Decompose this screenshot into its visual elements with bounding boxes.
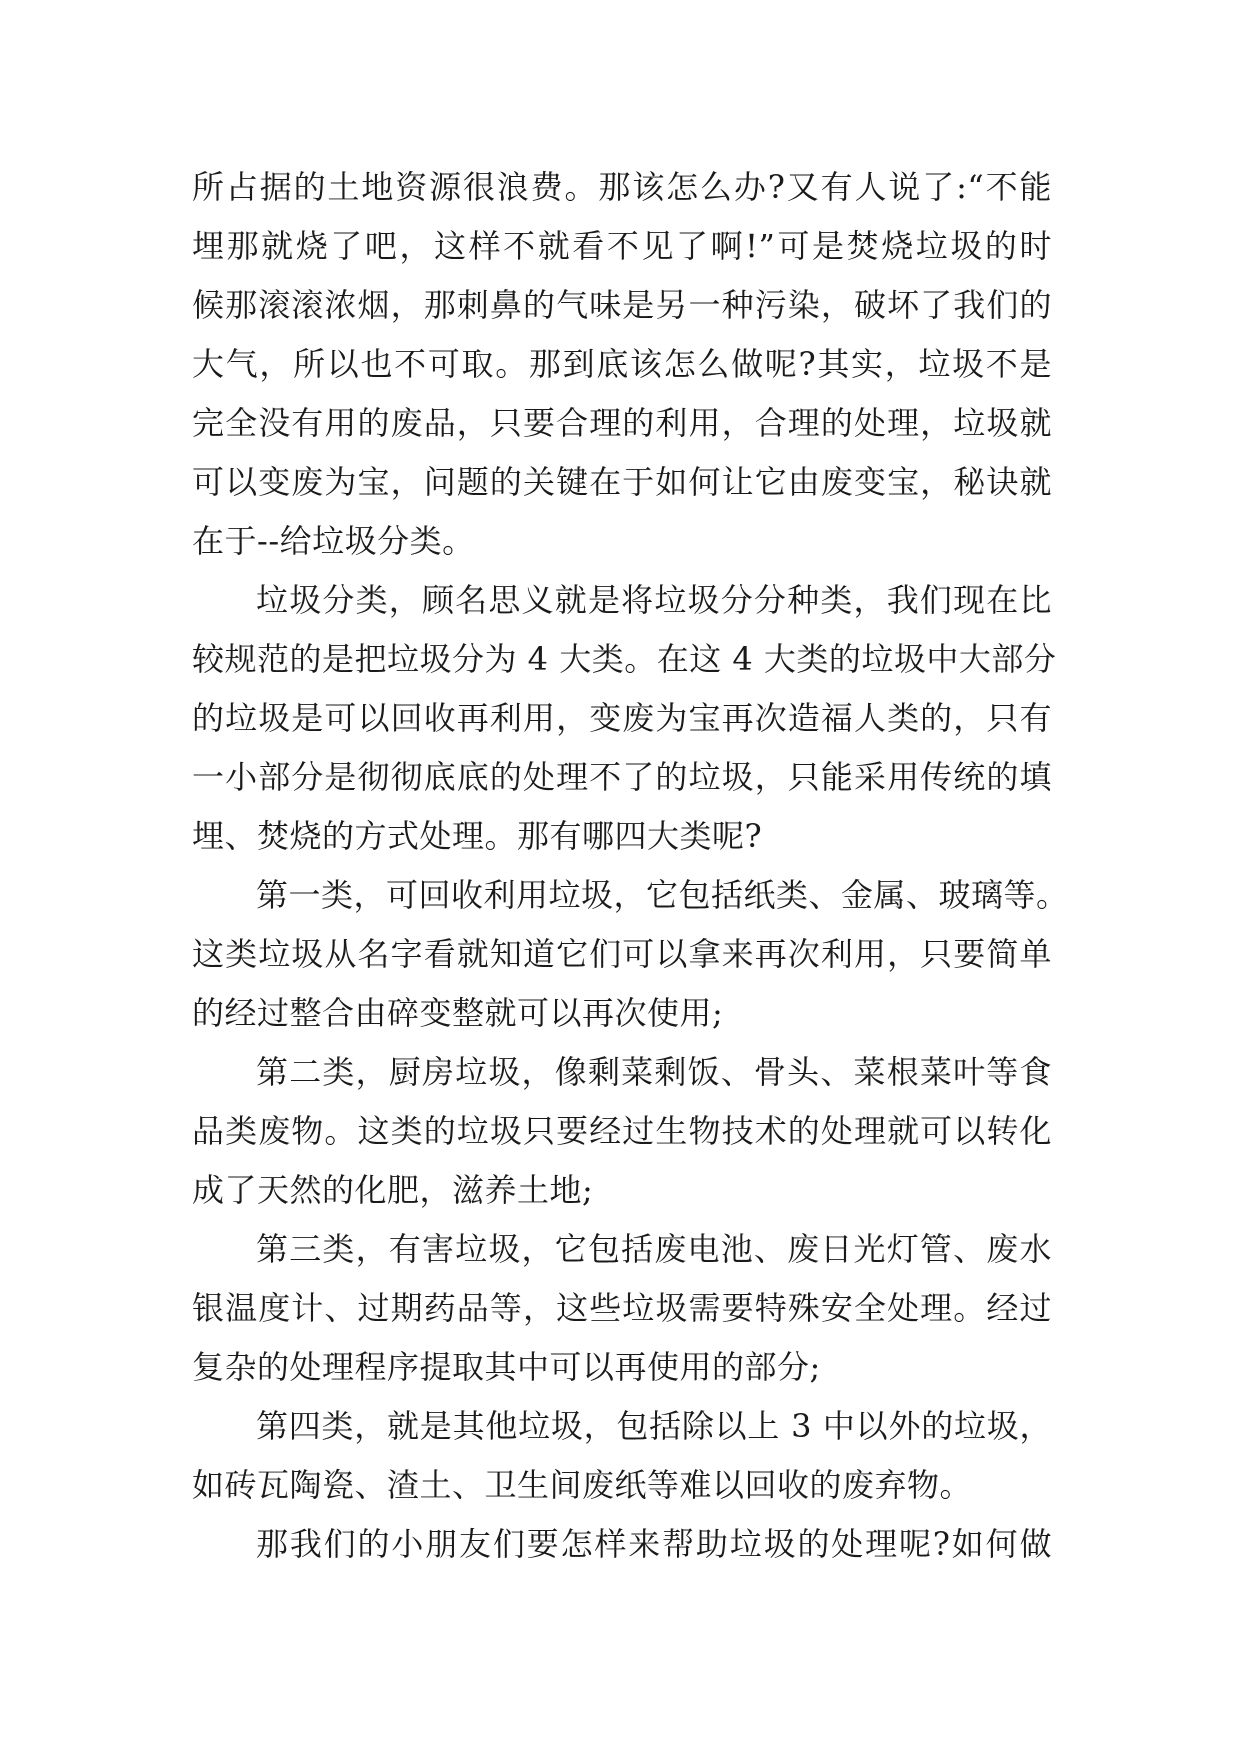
text-line: 这类垃圾从名字看就知道它们可以拿来再次利用，只要简单 (192, 935, 1052, 973)
text-line: 较规范的是把垃圾分为 4 大类。在这 4 大类的垃圾中大部分 (192, 640, 1057, 678)
text-line: 第一类，可回收利用垃圾，它包括纸类、金属、玻璃等。 (256, 876, 1069, 914)
text-line: 那我们的小朋友们要怎样来帮助垃圾的处理呢?如何做 (256, 1525, 1052, 1563)
text-line: 如砖瓦陶瓷、渣土、卫生间废纸等难以回收的废弃物。 (192, 1466, 973, 1504)
text-line: 埋那就烧了吧，这样不就看不见了啊!”可是焚烧垃圾的时 (192, 227, 1052, 265)
text-line: 一小部分是彻彻底底的处理不了的垃圾，只能采用传统的填 (192, 758, 1052, 796)
text-line: 第四类，就是其他垃圾，包括除以上 3 中以外的垃圾， (256, 1407, 1052, 1445)
text-line: 垃圾分类，顾名思义就是将垃圾分分种类，我们现在比 (256, 581, 1052, 619)
text-line: 在于--给垃圾分类。 (192, 522, 475, 560)
text-line: 的垃圾是可以回收再利用，变废为宝再次造福人类的，只有 (192, 699, 1052, 737)
text-line: 埋、焚烧的方式处理。那有哪四大类呢? (192, 817, 763, 855)
text-line: 可以变废为宝，问题的关键在于如何让它由废变宝，秘诀就 (192, 463, 1052, 501)
text-line: 第二类，厨房垃圾，像剩菜剩饭、骨头、菜根菜叶等食 (256, 1053, 1052, 1091)
text-line: 完全没有用的废品，只要合理的利用，合理的处理，垃圾就 (192, 404, 1052, 442)
text-line: 候那滚滚浓烟，那刺鼻的气味是另一种污染，破坏了我们的 (192, 286, 1052, 324)
document-body (192, 158, 1069, 1574)
text-line: 大气，所以也不可取。那到底该怎么做呢?其实，垃圾不是 (192, 345, 1052, 383)
text-line: 所占据的土地资源很浪费。那该怎么办?又有人说了:“不能 (192, 168, 1052, 206)
text-line: 复杂的处理程序提取其中可以再使用的部分; (192, 1348, 821, 1386)
text-line: 成了天然的化肥，滋养土地; (192, 1171, 594, 1209)
text-line: 第三类，有害垃圾，它包括废电池、废日光灯管、废水 (256, 1230, 1052, 1268)
text-line: 的经过整合由碎变整就可以再次使用; (192, 994, 724, 1032)
text-line: 品类废物。这类的垃圾只要经过生物技术的处理就可以转化 (192, 1112, 1052, 1150)
text-line: 银温度计、过期药品等，这些垃圾需要特殊安全处理。经过 (192, 1289, 1052, 1327)
